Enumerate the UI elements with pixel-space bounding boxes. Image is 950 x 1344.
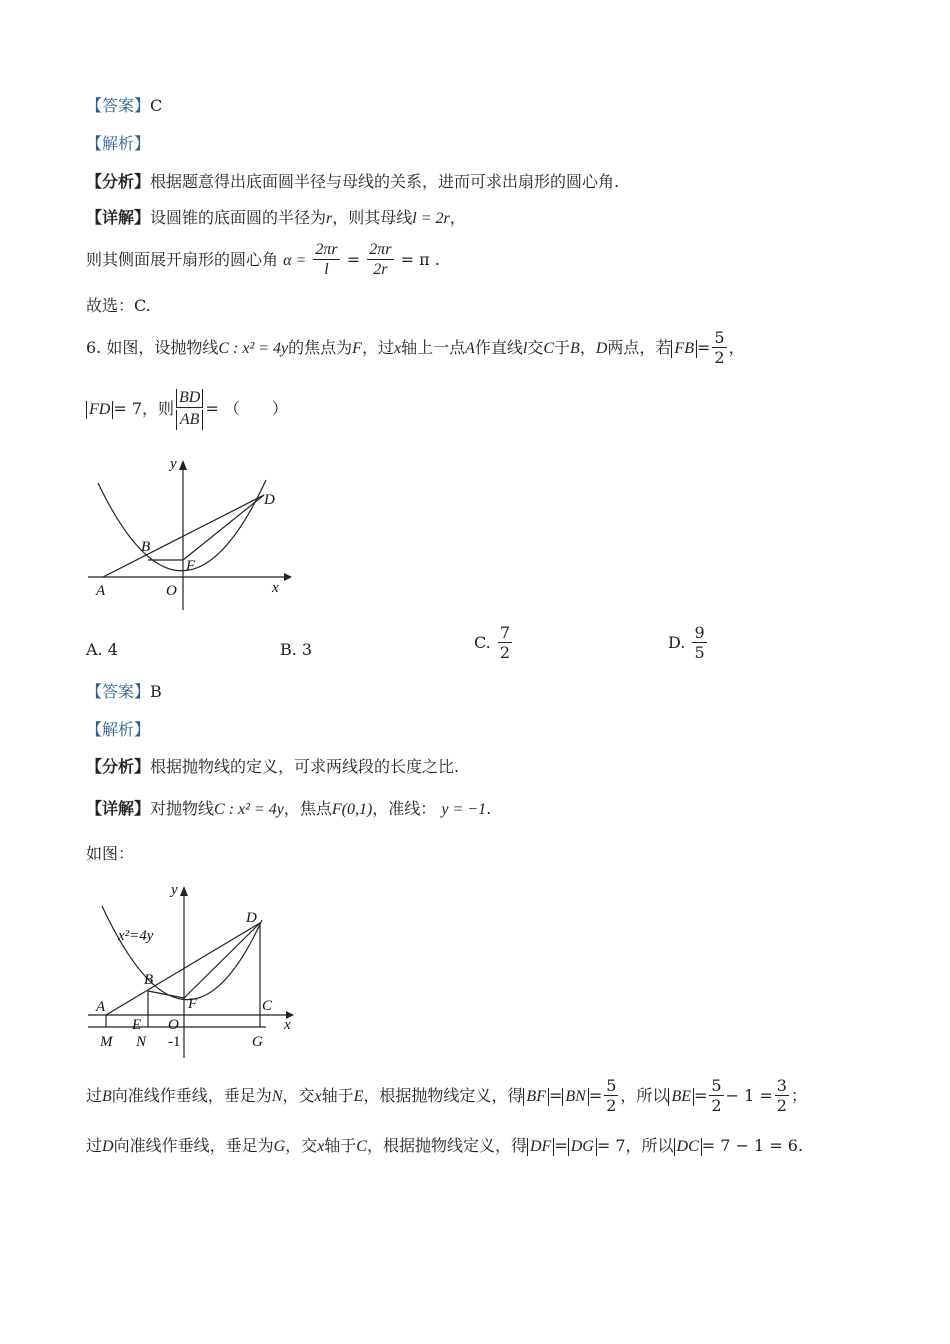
q6-text: 于: [554, 338, 571, 357]
abs-FD: FD: [86, 401, 113, 419]
step-text: ，根据抛物线定义，得: [363, 1086, 524, 1105]
step-text: 过: [86, 1086, 103, 1105]
fenxi-text: 根据题意得出底面圆半径与母线的关系，进而可求出扇形的圆心角.: [150, 172, 620, 191]
prev-fenxi-line: [86, 170, 619, 194]
fraction-num: 9: [694, 623, 705, 642]
fraction: [709, 1077, 723, 1116]
math-D: D: [102, 1138, 114, 1155]
fraction-num: 5: [711, 1076, 722, 1095]
xiangjie-text: 设圆锥的底面圆的半径为: [150, 208, 327, 227]
math-B: B: [102, 1088, 112, 1105]
line-FD: [183, 495, 264, 560]
q6-blank: = （ ）: [205, 399, 288, 418]
label-C: C: [262, 998, 273, 1014]
q6-step1: [86, 1074, 807, 1119]
parabola-curve: [102, 906, 262, 1000]
label-E: E: [132, 1017, 142, 1033]
prev-analysis-line: [86, 132, 150, 156]
fraction: [604, 1077, 618, 1116]
label-O: O: [166, 583, 177, 599]
math-focus: F(0,1): [331, 801, 373, 818]
q6-stem-line1: [86, 326, 745, 371]
fenxi-label: 【分析】: [86, 172, 151, 191]
fraction-den: 2: [606, 1096, 617, 1115]
rutu-text: 如图：: [86, 844, 135, 863]
xiangjie-label: 【详解】: [86, 208, 151, 227]
step-text: 轴于: [321, 1086, 354, 1105]
option-b[interactable]: [280, 636, 312, 664]
label-M: M: [100, 1034, 113, 1050]
prev-guxuan: [86, 294, 151, 318]
step-text: ，所以: [625, 1136, 674, 1155]
label-A: A: [96, 583, 106, 599]
label-y: y: [171, 882, 178, 898]
figure-parabola-1: [86, 450, 296, 615]
label-F: F: [188, 996, 198, 1012]
x-axis-arrow-icon: [284, 573, 292, 581]
option-c[interactable]: [474, 624, 514, 663]
math-curve: C : x² = 4y: [218, 340, 289, 357]
option-c-label: C.: [474, 633, 491, 652]
line2-text: 则其侧面展开扇形的圆心角: [86, 250, 279, 269]
math-alpha: α =: [283, 252, 307, 269]
q6-xiangjie-line: [86, 797, 491, 822]
step-text: = 7 − 1 = 6.: [701, 1136, 804, 1155]
equals: =: [588, 1086, 603, 1105]
math-directrix: y = −1: [441, 801, 487, 818]
math-D: D: [595, 340, 608, 357]
fraction-num: 3: [776, 1076, 787, 1095]
label-F: F: [186, 558, 196, 574]
q6-text: ，则: [142, 399, 175, 418]
label-D: D: [246, 910, 257, 926]
step-text: ，交: [282, 1086, 315, 1105]
step-text: = 7: [596, 1136, 626, 1155]
q6-text: = 7: [113, 399, 142, 418]
fraction-den: 2r: [373, 261, 388, 278]
math-r: r: [326, 210, 333, 227]
label-B: B: [141, 539, 151, 555]
fraction-den: 2: [714, 348, 725, 367]
q6-text: 轴上一点: [401, 338, 466, 357]
line2-tail: = π .: [400, 250, 440, 269]
math-x: x: [317, 1138, 325, 1155]
line-BF: [148, 991, 184, 998]
step-text: ，交: [285, 1136, 318, 1155]
fraction-den: 2: [499, 643, 511, 662]
abs-BN: BN: [562, 1088, 588, 1106]
math-E: E: [353, 1088, 364, 1105]
math-l: l: [522, 340, 528, 357]
fraction: [367, 241, 393, 280]
equals: =: [696, 338, 711, 357]
step-text: 向准线作垂线，垂足为: [111, 1086, 272, 1105]
option-d[interactable]: [668, 624, 709, 663]
xiangjie-text: 对抛物线: [150, 799, 215, 818]
abs-DG: DG: [568, 1138, 597, 1156]
q6-text: ，过: [361, 338, 394, 357]
y-axis-arrow-icon: [179, 460, 187, 470]
label-eq: x²=4y: [118, 928, 154, 944]
label-N: N: [136, 1034, 147, 1050]
math-F: F: [352, 340, 362, 357]
fraction-num: 2πr: [315, 241, 338, 258]
xiangjie-text: ，准线：: [372, 799, 437, 818]
step-text: ；: [790, 1086, 807, 1105]
fraction-num: 5: [606, 1076, 617, 1095]
option-a[interactable]: [86, 636, 118, 664]
fraction-den: AB: [176, 410, 203, 430]
fraction: [712, 329, 726, 368]
q6-text: ，: [579, 338, 596, 357]
q6-text: ，: [728, 338, 745, 357]
answer-value: C: [150, 96, 163, 115]
step-text: 轴于: [324, 1136, 357, 1155]
prev-answer-line: [86, 94, 162, 118]
option-d-label: D.: [668, 633, 686, 652]
equals: =: [693, 1086, 708, 1105]
label-D: D: [264, 492, 275, 508]
guxuan-text: 故选：C.: [86, 296, 151, 315]
step-text: ，根据抛物线定义，得: [366, 1136, 527, 1155]
step-text: ，所以: [620, 1086, 669, 1105]
math-G: G: [273, 1138, 286, 1155]
abs-FB: FB: [671, 340, 697, 358]
label-x: x: [284, 1017, 291, 1033]
option-b-text: B. 3: [280, 640, 313, 659]
q6-text: 交: [527, 338, 544, 357]
math-x: x: [393, 340, 402, 357]
step-text: 过: [86, 1136, 103, 1155]
math-N: N: [271, 1088, 283, 1105]
q6-text: 的焦点为: [288, 338, 353, 357]
fraction-den: 5: [694, 643, 705, 662]
step-text: 向准线作垂线，垂足为: [113, 1136, 274, 1155]
q6-text: 作直线: [474, 338, 523, 357]
xiangjie-text: ，则其母线: [332, 208, 413, 227]
prev-xiangjie-line: [86, 206, 466, 231]
equals: =: [554, 1136, 568, 1155]
math-curve: C : x² = 4y: [214, 801, 284, 818]
math-x: x: [314, 1088, 322, 1105]
q6-answer-line: [86, 680, 162, 704]
xiangjie-text: .: [486, 799, 492, 818]
fraction: [692, 624, 706, 663]
fraction-den: 2: [776, 1096, 787, 1115]
math-B: B: [570, 340, 580, 357]
line-FD: [184, 923, 260, 998]
fraction-num: BD: [176, 389, 203, 408]
abs-DC: DC: [674, 1138, 702, 1156]
fraction: [176, 389, 203, 430]
label-minus1: -1: [168, 1034, 181, 1050]
label-B: B: [144, 972, 154, 988]
q6-step2: [86, 1134, 803, 1159]
fenxi-label: 【分析】: [86, 757, 151, 776]
parabola-curve: [98, 480, 266, 571]
abs-DF: DF: [527, 1138, 554, 1156]
math-eq: l = 2r: [412, 210, 450, 227]
step-text: − 1 =: [725, 1086, 773, 1105]
analysis-label: 【解析】: [86, 720, 151, 739]
label-O: O: [168, 1017, 179, 1033]
fraction: [313, 241, 339, 280]
fraction: [775, 1077, 789, 1116]
answer-label: 【答案】: [86, 682, 151, 701]
q6-fenxi-line: [86, 755, 459, 779]
equals: =: [548, 1086, 563, 1105]
y-axis-arrow-icon: [180, 886, 188, 896]
label-x: x: [272, 580, 279, 596]
xiangjie-text: ，: [449, 208, 466, 227]
q6-text: 两点，若: [607, 338, 672, 357]
math-C: C: [543, 340, 555, 357]
fraction-num: 2πr: [369, 241, 392, 258]
answer-value: B: [150, 682, 162, 701]
xiangjie-label: 【详解】: [86, 799, 151, 818]
option-a-text: A. 4: [86, 640, 118, 659]
fraction-num: 7: [499, 623, 511, 642]
abs-BE: BE: [668, 1088, 694, 1106]
fenxi-text: 根据抛物线的定义，可求两线段的长度之比.: [150, 757, 460, 776]
xiangjie-text: ，焦点: [283, 799, 332, 818]
math-C: C: [356, 1138, 367, 1155]
fraction-den: 2: [711, 1096, 722, 1115]
abs-BF: BF: [523, 1088, 549, 1106]
label-y: y: [170, 456, 177, 472]
label-A: A: [96, 999, 106, 1015]
fraction-den: l: [324, 261, 329, 278]
figure-parabola-2: [86, 876, 301, 1061]
q6-rutu: [86, 842, 134, 866]
fraction: [498, 624, 512, 663]
q6-analysis-line: [86, 718, 150, 742]
prev-line2: [86, 238, 440, 283]
q6-number: 6. 如图，设抛物线: [86, 338, 219, 357]
analysis-label: 【解析】: [86, 134, 151, 153]
answer-label: 【答案】: [86, 96, 151, 115]
math-A: A: [465, 340, 475, 357]
fraction-num: 5: [714, 328, 725, 347]
label-G: G: [252, 1034, 263, 1050]
equals: =: [346, 250, 361, 269]
q6-stem-line2: [86, 384, 288, 434]
